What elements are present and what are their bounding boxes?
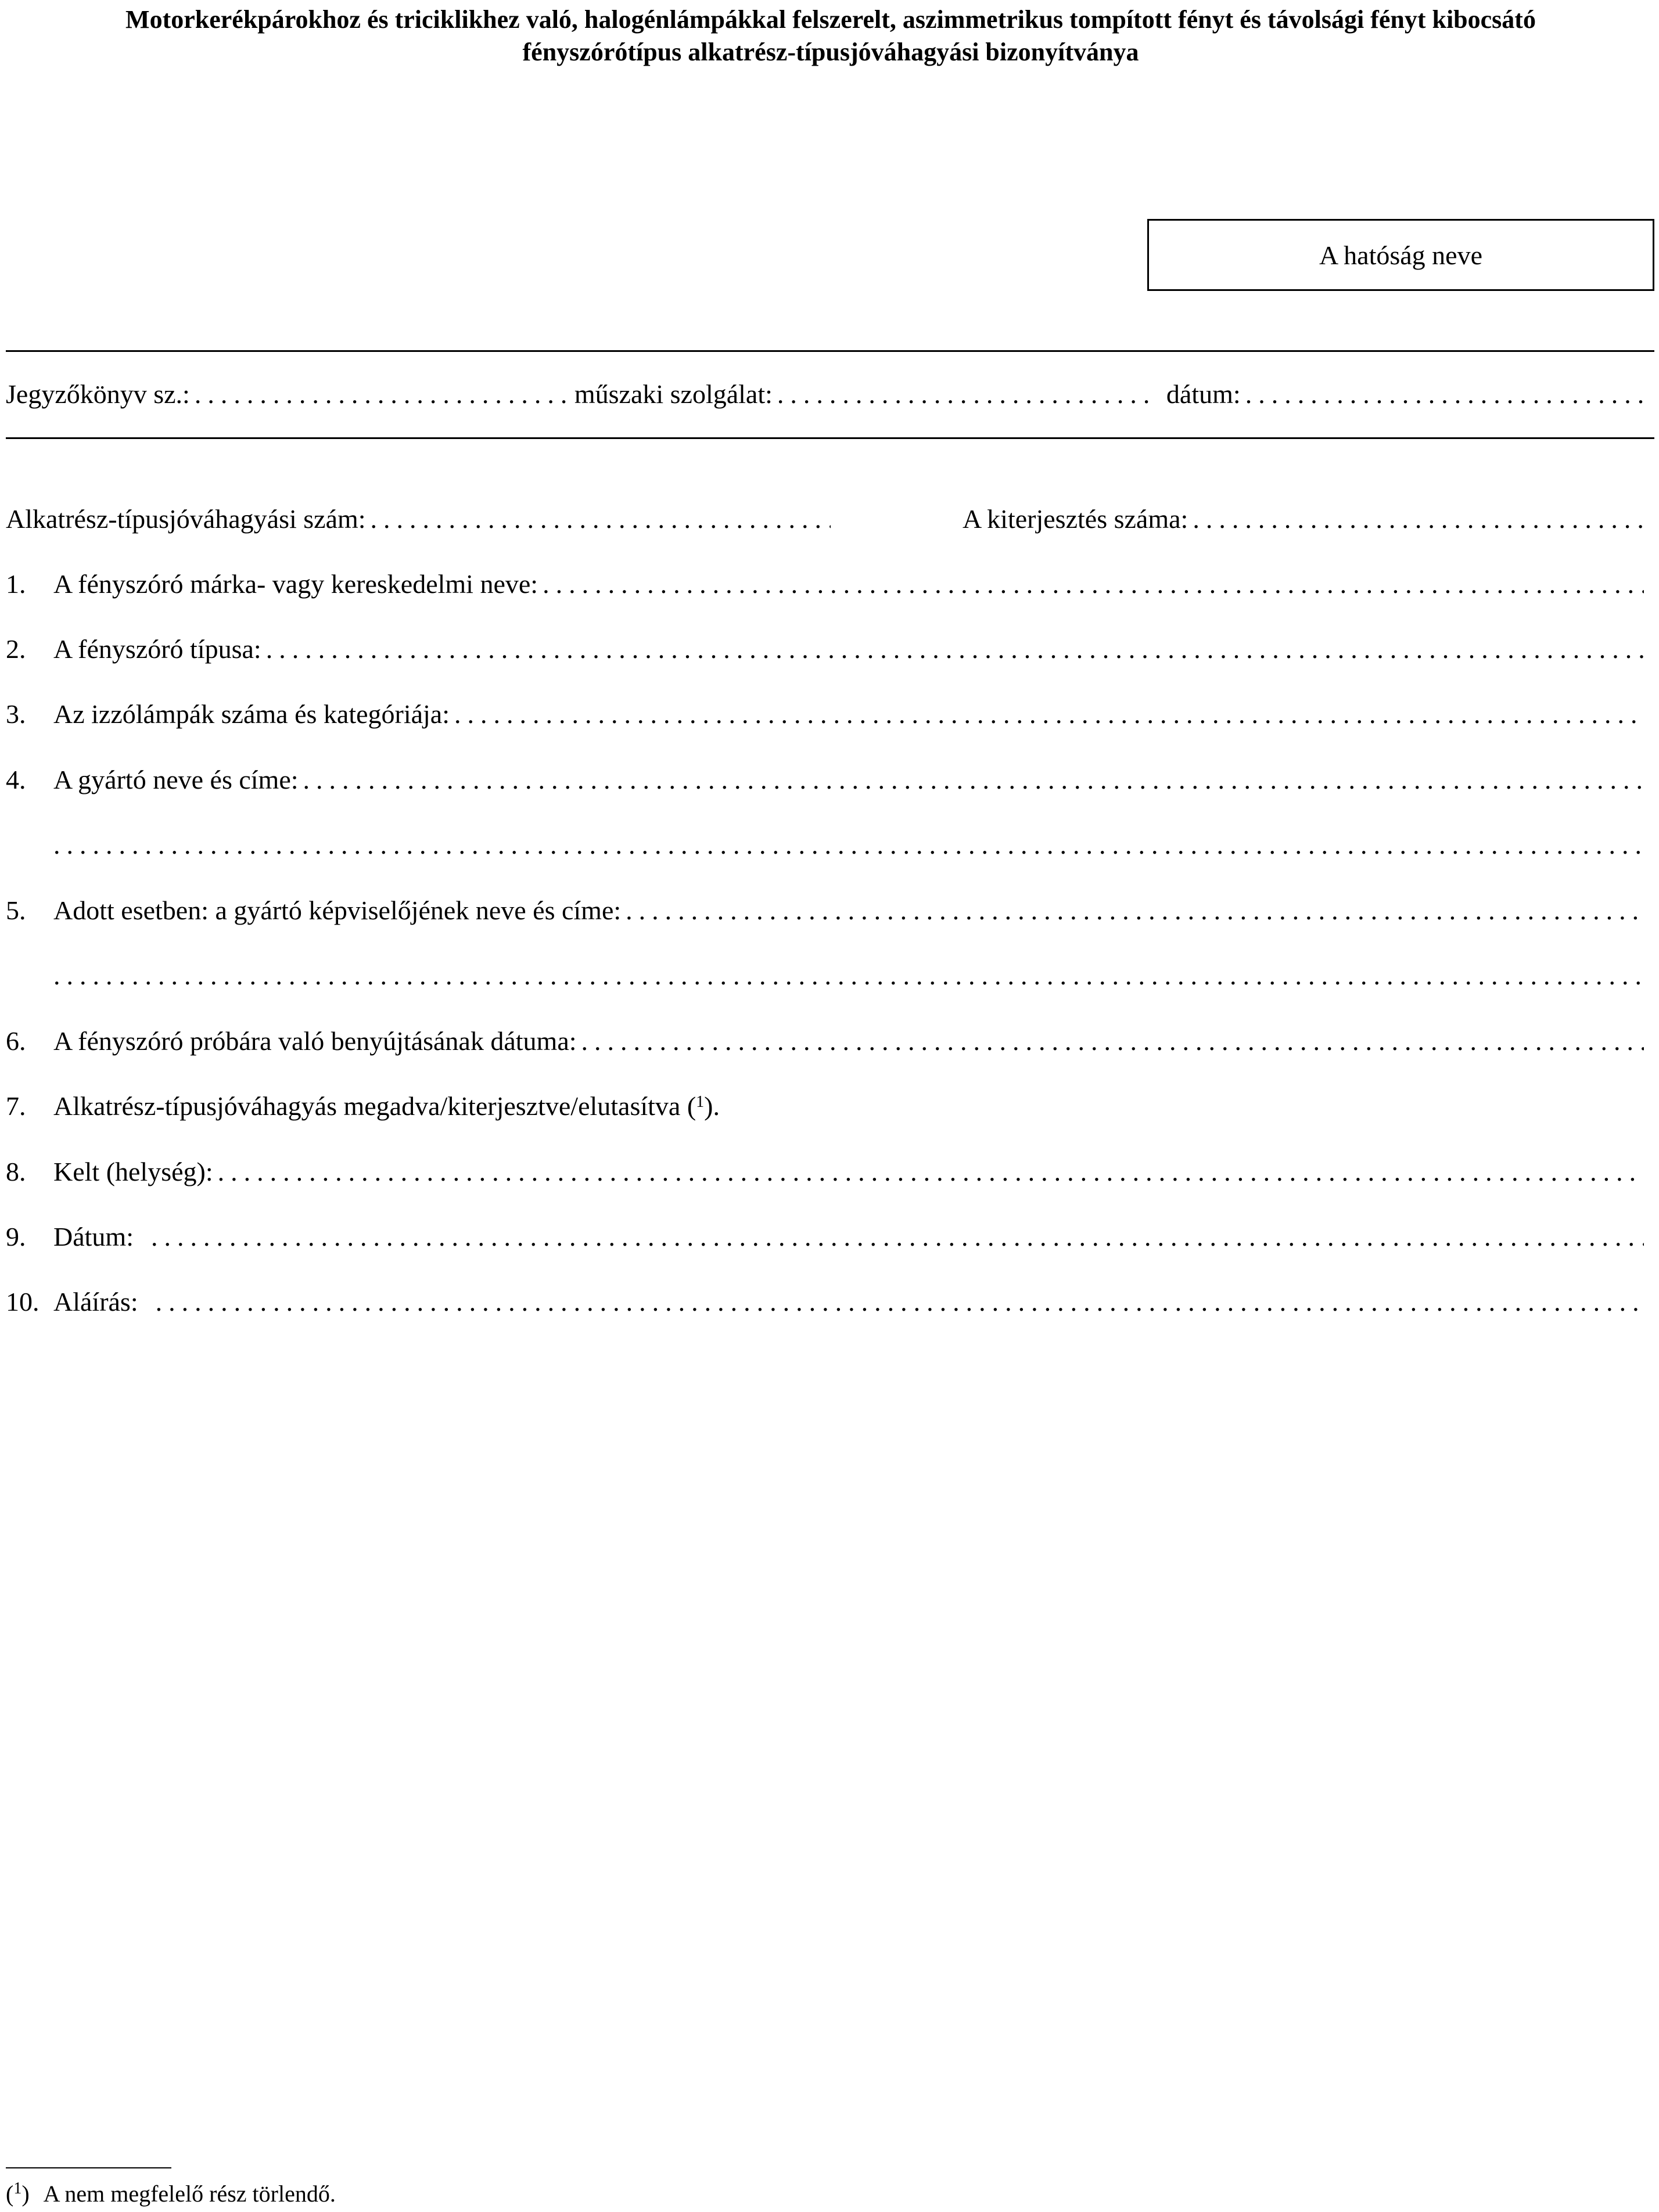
item-number: 7.	[6, 1091, 26, 1121]
item-label: Alkatrész-típusjóváhagyás megadva/kiterjesztve/elutasítva (	[53, 1091, 696, 1121]
footnote-marker-open: (	[6, 2181, 14, 2207]
item-label: A fényszóró próbára való benyújtásának dátuma:	[53, 1026, 577, 1056]
footnote-marker: 1	[13, 2179, 22, 2197]
footnote-text: A nem megfelelő rész törlendő.	[43, 2181, 336, 2207]
title-line-2: fényszórótípus alkatrész-típusjóváhagyási bizonyítványa	[522, 38, 1139, 66]
item-field[interactable]	[156, 1286, 1644, 1318]
report-number-field[interactable]	[195, 378, 566, 411]
item-label: Aláírás:	[53, 1287, 138, 1317]
item-field[interactable]	[303, 764, 1644, 796]
divider-middle	[6, 437, 1654, 439]
approval-number-field[interactable]	[371, 503, 831, 535]
footnote	[6, 2179, 336, 2209]
item-label: A fényszóró márka- vagy kereskedelmi neve:	[53, 569, 538, 599]
item-row	[6, 1286, 1644, 1318]
item-row	[6, 764, 1644, 796]
header-fields-row	[6, 378, 1644, 411]
item-label-end: ).	[704, 1091, 720, 1121]
item-field[interactable]	[581, 1025, 1644, 1058]
extension-number-row	[963, 503, 1644, 535]
report-date-field[interactable]	[1245, 378, 1644, 411]
item-field[interactable]	[151, 1221, 1644, 1253]
item-label: Adott esetben: a gyártó képviselőjének neve és címe:	[53, 895, 622, 925]
item-field[interactable]	[454, 698, 1644, 731]
item-field[interactable]	[218, 1156, 1644, 1188]
item-field[interactable]	[266, 633, 1644, 666]
item-field[interactable]	[543, 568, 1644, 600]
item-field-continuation[interactable]	[53, 829, 1644, 861]
authority-name-label: A hatóság neve	[1319, 240, 1483, 270]
item-row	[6, 1090, 1644, 1123]
item-label: Az izzólámpák száma és kategóriája:	[53, 699, 450, 729]
item-number: 9.	[6, 1222, 26, 1251]
extension-number-label: A kiterjesztés száma:	[963, 504, 1188, 534]
authority-name-box	[1147, 219, 1654, 291]
title-line-1: Motorkerékpárokhoz és triciklikhez való, halogénlámpákkal felszerelt, aszimmetrikus tompított fényt és távolsági fényt kibocsátó	[125, 5, 1536, 34]
approval-number-row	[6, 503, 831, 535]
item-row	[6, 568, 1644, 600]
technical-service-field[interactable]	[777, 378, 1149, 411]
document-title	[35, 3, 1626, 69]
item-number: 2.	[6, 634, 26, 664]
footnote-rule	[6, 2167, 171, 2168]
item-number: 3.	[6, 699, 26, 729]
item-label: A fényszóró típusa:	[53, 634, 261, 664]
item-row	[6, 633, 1644, 666]
item-number: 4.	[6, 765, 26, 794]
item-label: A gyártó neve és címe:	[53, 765, 299, 794]
item-row	[6, 894, 1644, 927]
item-label-status	[53, 1090, 720, 1123]
item-field-continuation[interactable]	[53, 959, 1644, 992]
item-row	[6, 1221, 1644, 1253]
report-number-label: Jegyzőkönyv sz.:	[6, 379, 190, 409]
item-continuation-row	[53, 959, 1644, 992]
item-continuation-row	[53, 829, 1644, 861]
approval-number-label: Alkatrész-típusjóváhagyási szám:	[6, 504, 366, 534]
footnote-marker-close: )	[21, 2181, 30, 2207]
extension-number-field[interactable]	[1193, 503, 1644, 535]
item-number: 10.	[6, 1287, 40, 1317]
item-row	[6, 1025, 1644, 1058]
item-label: Kelt (helység):	[53, 1157, 213, 1186]
item-field[interactable]	[626, 894, 1644, 927]
item-number: 1.	[6, 569, 26, 599]
item-row	[6, 698, 1644, 731]
item-number: 8.	[6, 1157, 26, 1186]
item-number: 5.	[6, 895, 26, 925]
report-date-label: dátum:	[1166, 379, 1241, 409]
divider-top	[6, 350, 1654, 352]
footnote-reference: 1	[696, 1093, 705, 1111]
item-row	[6, 1156, 1644, 1188]
technical-service-label: műszaki szolgálat:	[574, 379, 773, 409]
item-number: 6.	[6, 1026, 26, 1056]
item-label: Dátum:	[53, 1222, 134, 1251]
